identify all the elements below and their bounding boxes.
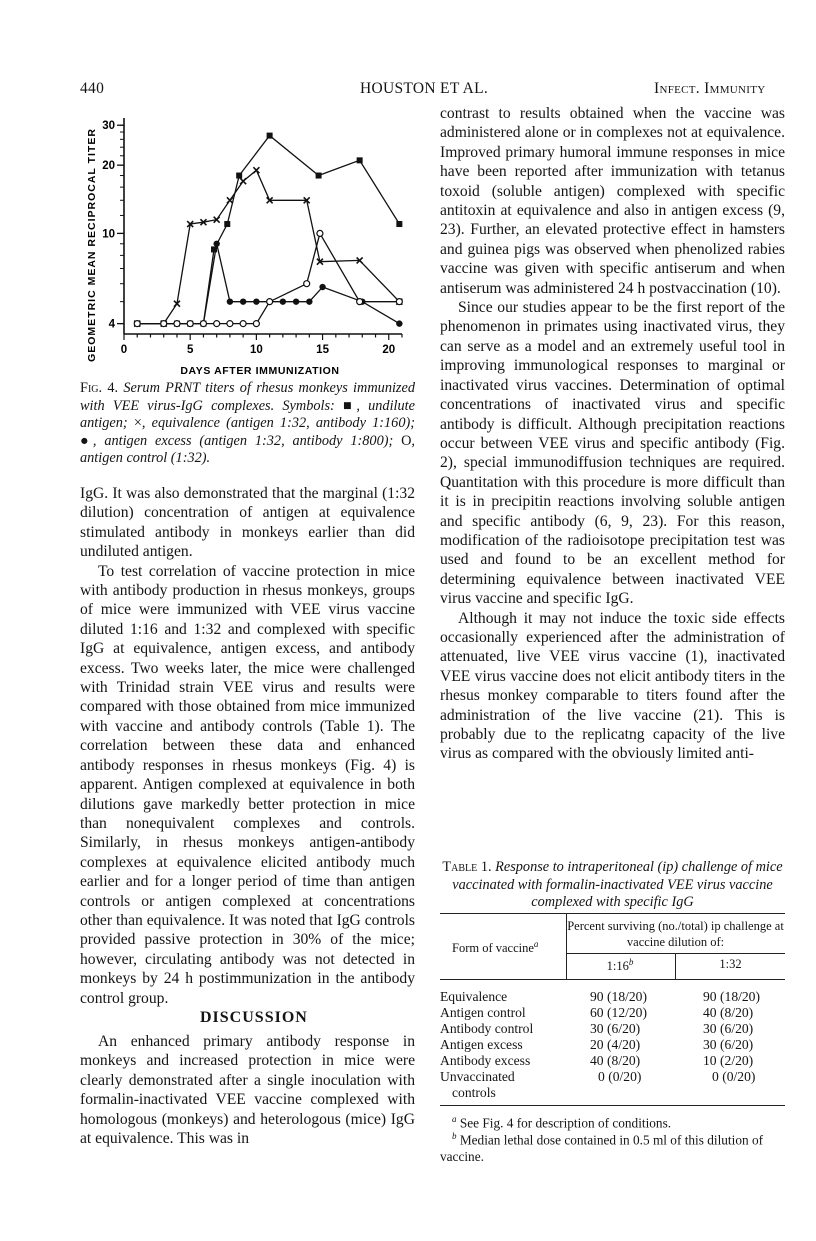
data-point-x bbox=[253, 167, 259, 173]
data-point-square bbox=[236, 173, 242, 179]
data-point-circle bbox=[174, 321, 180, 327]
table-col-divider bbox=[675, 953, 676, 979]
x-tick-label: 15 bbox=[316, 344, 329, 356]
data-point-dot bbox=[293, 298, 299, 304]
table-caption-text: Response to intraperitoneal (ip) challenge of mice vaccinated with formalin-inactivated VEE virus vaccine complexed with specific IgG bbox=[452, 859, 783, 910]
caption-text: , equivalence (antigen 1:32, antibody 1:160); bbox=[141, 415, 415, 432]
body-paragraph: IgG. It was also demonstrated that the marginal (1:32 dilution) concentration of antigen at equivalence stimulated antibody in monkeys earlier than did undiluted antigen. bbox=[80, 485, 415, 561]
circle-symbol: O bbox=[401, 432, 412, 449]
table-rule bbox=[440, 1105, 785, 1106]
y-tick-label: 20 bbox=[102, 160, 115, 173]
discussion-heading: DISCUSSION bbox=[200, 1009, 308, 1026]
data-point-dot bbox=[280, 298, 286, 304]
data-point-circle bbox=[304, 281, 310, 287]
data-point-circle bbox=[240, 321, 246, 327]
figure-4-caption bbox=[80, 380, 415, 468]
table-row: Antigen control 60 (12/20) 40 (8/20) bbox=[440, 1005, 754, 1020]
body-paragraph: To test correlation of vaccine protection in mice with antibody production in rhesus monkeys, groups of mice were immunized with VEE virus vaccine diluted 1:16 and 1:32 and complexed with specific IgG at equivalence, antigen excess, and antibody excess. Two weeks later, the mice were challenged with Trinidad strain VEE virus and results were compared with those obtained from mice immunized with vaccine and antibody controls (Table 1). The correlation between these data and enhanced antibody responses in rhesus monkeys (Fig. 4) is apparent. Antigen complexed at equivalence in both dilutions gave markedly better protection in mice than nonequivalent complexes and controls. Similarly, in rhesus monkeys antigen-antibody complexes at equivalence elicited antibody much earlier and for a longer period of time than antigen controls or antigen complexed at concentrations other than equivalence. It was noted that IgG controls provided passive protection in 30% of the mice; however, circulating antibody was not detected in monkeys by 24 h postimmunization in the antibody control group. bbox=[80, 562, 415, 1007]
data-point-dot bbox=[213, 241, 219, 247]
series-line bbox=[137, 136, 399, 324]
table-rule bbox=[440, 979, 785, 980]
data-point-circle bbox=[253, 321, 259, 327]
data-point-dot bbox=[306, 298, 312, 304]
table-footnote-b: $^b$ Median lethal dose contained in 0.5 ml of this dilution of vaccine. bbox=[440, 1131, 764, 1165]
data-point-x bbox=[240, 178, 246, 184]
figure-label: Fig. 4. bbox=[80, 380, 119, 396]
x-symbol: × bbox=[133, 415, 142, 432]
data-point-circle bbox=[357, 299, 363, 305]
table-row: Antigen excess 20 (4/20) 30 (6/20) bbox=[440, 1037, 754, 1052]
data-point-circle bbox=[214, 321, 220, 327]
data-point-square bbox=[211, 246, 217, 252]
data-point-circle bbox=[267, 299, 273, 305]
data-point-square bbox=[224, 221, 230, 227]
chart-y-axis-label: GEOMETRIC MEAN RECIPROCAL TITER bbox=[86, 128, 98, 362]
table-header-span: Percent surviving (no./total) ip challenge at vaccine dilution of: bbox=[567, 919, 784, 949]
data-point-dot bbox=[253, 298, 259, 304]
body-paragraph: contrast to results obtained when the vaccine was administered alone or in complexes not at equivalence. Improved primary humoral immune responses in mice have been reported after immunization with tetanus toxoid (soluble antigen) complexed with specific antitoxin at equivalence and also in antigen excess (9, 23). Further, an elevated protective effect in hamsters and guinea pigs was observed when phenolized rabies vaccine was given with specific antiserum and when antiserum was administered 24 h postvaccination (10). bbox=[440, 105, 785, 297]
table-row: Antibody control 30 (6/20) 30 (6/20) bbox=[440, 1021, 754, 1036]
data-point-square bbox=[267, 133, 273, 139]
y-tick-label: 10 bbox=[102, 228, 115, 241]
figure-4-chart bbox=[80, 110, 420, 380]
table-row: Equivalence 90 (18/20) 90 (18/20) bbox=[440, 989, 761, 1004]
series-line bbox=[137, 233, 399, 323]
journal-name: Infect. Immunity bbox=[654, 80, 766, 97]
square-symbol: ■ bbox=[343, 397, 357, 414]
table-row-continued: controls bbox=[452, 1085, 496, 1100]
table-header-form: Form of vaccine$^a$ bbox=[452, 939, 539, 956]
table-header-dil32: 1:32 bbox=[719, 957, 742, 971]
x-tick-label: 20 bbox=[382, 344, 396, 356]
data-point-dot bbox=[240, 298, 246, 304]
body-paragraph: Although it may not induce the toxic side effects occasionally experienced after the administration of attenuated, live VEE virus vaccine (1), inactivated VEE virus vaccine does not elicit antibody titers in the rhesus monkey comparable to titers found after the administration of the live vaccine (21). This is probably due to the replicatng capacity of the live virus as compared with the obviously limited anti- bbox=[440, 609, 785, 763]
page-number: 440 bbox=[80, 80, 105, 97]
data-point-circle bbox=[396, 299, 402, 305]
data-point-circle bbox=[317, 230, 323, 236]
chart-x-axis-label: DAYS AFTER IMMUNIZATION bbox=[180, 365, 340, 377]
body-paragraph: Since our studies appear to be the first report of the phenomenon in primates using inactivated virus, they can serve as a model and an extremely useful tool in improving immunological responses to marginal or inactivated virus vaccines. Determination of optimal concentrations of inactivated virus and specific antibody is difficult. Although precipitation reactions occur between VEE virus and specific antibody (Fig. 2), special immunodiffusion techniques are required. Quantitation with this procedure is more difficult than it is in precipitin reactions involving soluble antigen and specific antibody (6, 9, 23). For this reason, modification of the radioisotope precipitation test was used and found to be an excellent method for determining equivalence between inactivated VEE virus vaccine and specific IgG. bbox=[440, 299, 785, 608]
data-point-dot bbox=[227, 298, 233, 304]
table-label: Table 1. bbox=[442, 859, 492, 875]
x-tick-label: 5 bbox=[186, 344, 194, 356]
left-column-discussion bbox=[80, 1032, 415, 1148]
data-point-circle bbox=[161, 321, 167, 327]
data-point-dot bbox=[319, 284, 325, 290]
series-line bbox=[137, 244, 399, 324]
table-row: Unvaccinated 0 (0/20) 0 (0/20) bbox=[440, 1069, 756, 1084]
y-tick-label: 30 bbox=[102, 120, 115, 133]
data-point-square bbox=[316, 173, 322, 179]
data-point-circle bbox=[187, 321, 193, 327]
caption-text: , antigen control (1:32). bbox=[80, 432, 415, 467]
right-column bbox=[440, 104, 785, 764]
running-authors: HOUSTON ET AL. bbox=[360, 80, 489, 97]
table-row: Antibody excess 40 (8/20) 10 (2/20) bbox=[440, 1053, 754, 1068]
caption-text: , undilute antigen; bbox=[80, 397, 415, 432]
data-point-square bbox=[357, 157, 363, 163]
x-tick-label: 10 bbox=[249, 344, 263, 356]
caption-text: , antigen excess (antigen 1:32, antibody 1:800); bbox=[92, 432, 402, 449]
data-point-dot bbox=[396, 320, 402, 326]
data-point-square bbox=[396, 221, 402, 227]
table-header-dil16: 1:16$^b$ bbox=[606, 957, 634, 974]
table-rule bbox=[440, 913, 785, 914]
body-paragraph: An enhanced primary antibody response in monkeys and increased protection in mice were clearly demonstrated after a single inoculation with formalin-inactivated VEE vaccine complexed with homologous (monkeys) and heterologous (mice) IgG at equivalence. This was in bbox=[80, 1033, 415, 1148]
dot-symbol: ● bbox=[80, 432, 93, 449]
data-point-circle bbox=[227, 321, 233, 327]
table-1-caption bbox=[440, 859, 785, 912]
y-tick-label: 4 bbox=[108, 318, 115, 331]
table-footnote-a: $^a$ See Fig. 4 for description of conditions. bbox=[452, 1114, 672, 1131]
x-tick-label: 0 bbox=[120, 344, 128, 356]
data-point-x bbox=[227, 197, 233, 203]
left-column bbox=[80, 484, 415, 1008]
data-point-circle bbox=[134, 321, 140, 327]
table-col-divider bbox=[566, 913, 567, 979]
caption-text: Serum PRNT titers of rhesus monkeys immunized with VEE virus-IgG complexes. Symbols: bbox=[80, 380, 415, 414]
data-point-circle bbox=[200, 321, 206, 327]
